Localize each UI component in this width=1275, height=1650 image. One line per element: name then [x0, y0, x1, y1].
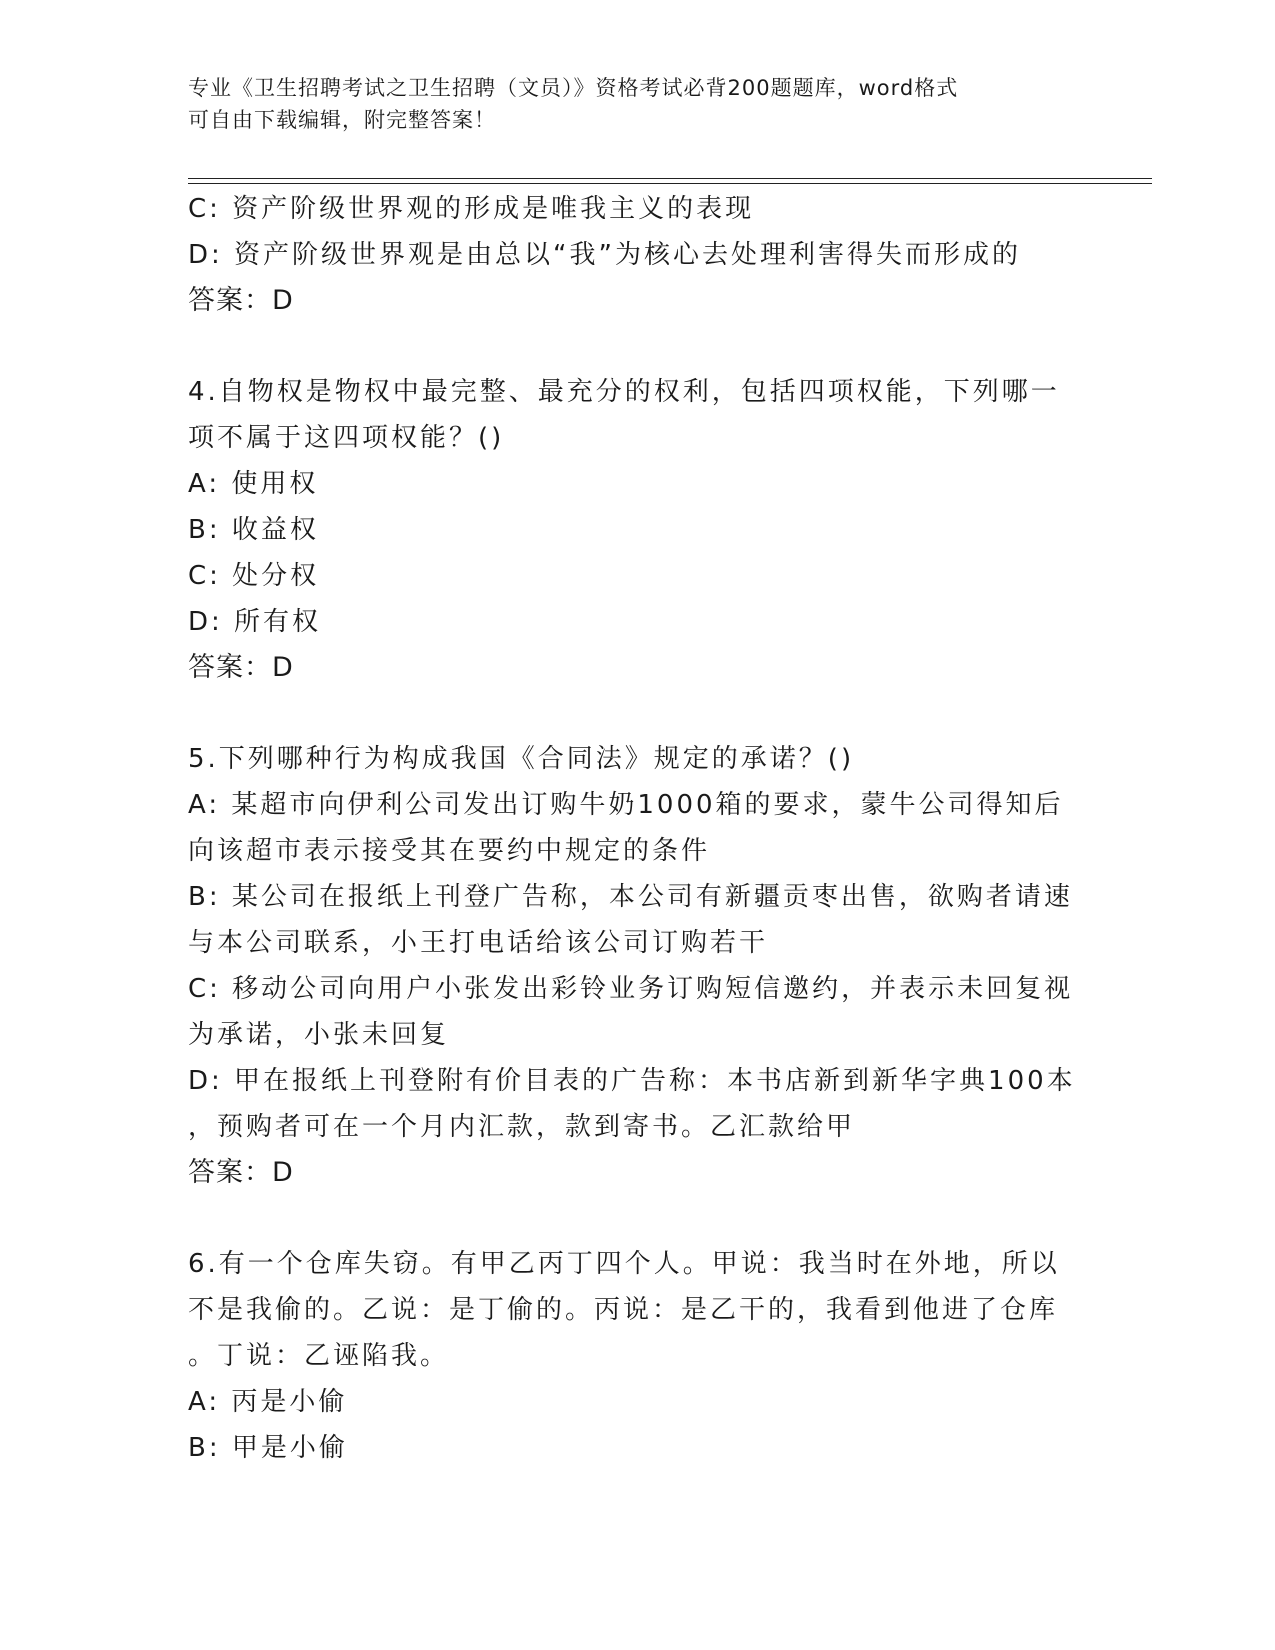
- option-a-continued: 向该超市表示接受其在要约中规定的条件: [188, 836, 711, 866]
- option-c-continued: 为承诺，小张未回复: [188, 1020, 450, 1050]
- question-text: 不是我偷的。乙说：是丁偷的。丙说：是乙干的，我看到他进了仓库: [188, 1295, 1059, 1325]
- option-d-continued: ，预购者可在一个月内汇款，款到寄书。乙汇款给甲: [188, 1112, 856, 1142]
- option-b: B: 收益权: [188, 515, 319, 545]
- option-b: B: 甲是小偷: [188, 1433, 348, 1463]
- option-d: D: 资产阶级世界观是由总以“我”为核心去处理利害得失而形成的: [188, 240, 1021, 270]
- question-4: [188, 369, 1088, 691]
- question-5: [188, 736, 1088, 1196]
- question-6: [188, 1241, 1088, 1471]
- option-a: A: 丙是小偷: [188, 1387, 348, 1417]
- spacer: [188, 324, 1088, 369]
- answer: 答案：D: [188, 1157, 294, 1188]
- header-divider-top: [188, 178, 1152, 179]
- option-b-continued: 与本公司联系，小王打电话给该公司订购若干: [188, 928, 769, 958]
- option-c: C: 资产阶级世界观的形成是唯我主义的表现: [188, 194, 755, 224]
- option-d: D: 所有权: [188, 607, 322, 637]
- option-c: C: 处分权: [188, 561, 320, 591]
- question-text: 4.自物权是物权中最完整、最充分的权利，包括四项权能，下列哪一: [188, 377, 1060, 407]
- option-b: B: 某公司在报纸上刊登广告称，本公司有新疆贡枣出售，欲购者请速: [188, 882, 1073, 912]
- spacer: [188, 691, 1088, 736]
- spacer: [188, 1196, 1088, 1241]
- option-d: D: 甲在报纸上刊登附有价目表的广告称：本书店新到新华字典100本: [188, 1066, 1076, 1096]
- question-text: 项不属于这四项权能？(): [188, 423, 505, 453]
- option-a: A: 某超市向伊利公司发出订购牛奶1000箱的要求，蒙牛公司得知后: [188, 790, 1064, 820]
- question-text: 6.有一个仓库失窃。有甲乙丙丁四个人。甲说：我当时在外地，所以: [188, 1249, 1060, 1279]
- answer: 答案：D: [188, 652, 294, 683]
- question-list: [188, 186, 1088, 1471]
- question-text: 5.下列哪种行为构成我国《合同法》规定的承诺？(): [188, 744, 855, 774]
- header-line-1: 专业《卫生招聘考试之卫生招聘（文员）》资格考试必背200题题库，word格式: [188, 76, 959, 100]
- header-line-2: 可自由下载编辑，附完整答案！: [188, 108, 496, 132]
- header-divider-bottom: [188, 183, 1152, 184]
- answer: 答案：D: [188, 285, 294, 316]
- option-c: C: 移动公司向用户小张发出彩铃业务订购短信邀约，并表示未回复视: [188, 974, 1074, 1004]
- question-text: 。丁说：乙诬陷我。: [188, 1341, 450, 1371]
- question-3-continued: [188, 186, 1088, 324]
- option-a: A: 使用权: [188, 469, 319, 499]
- document-header: [188, 72, 1068, 136]
